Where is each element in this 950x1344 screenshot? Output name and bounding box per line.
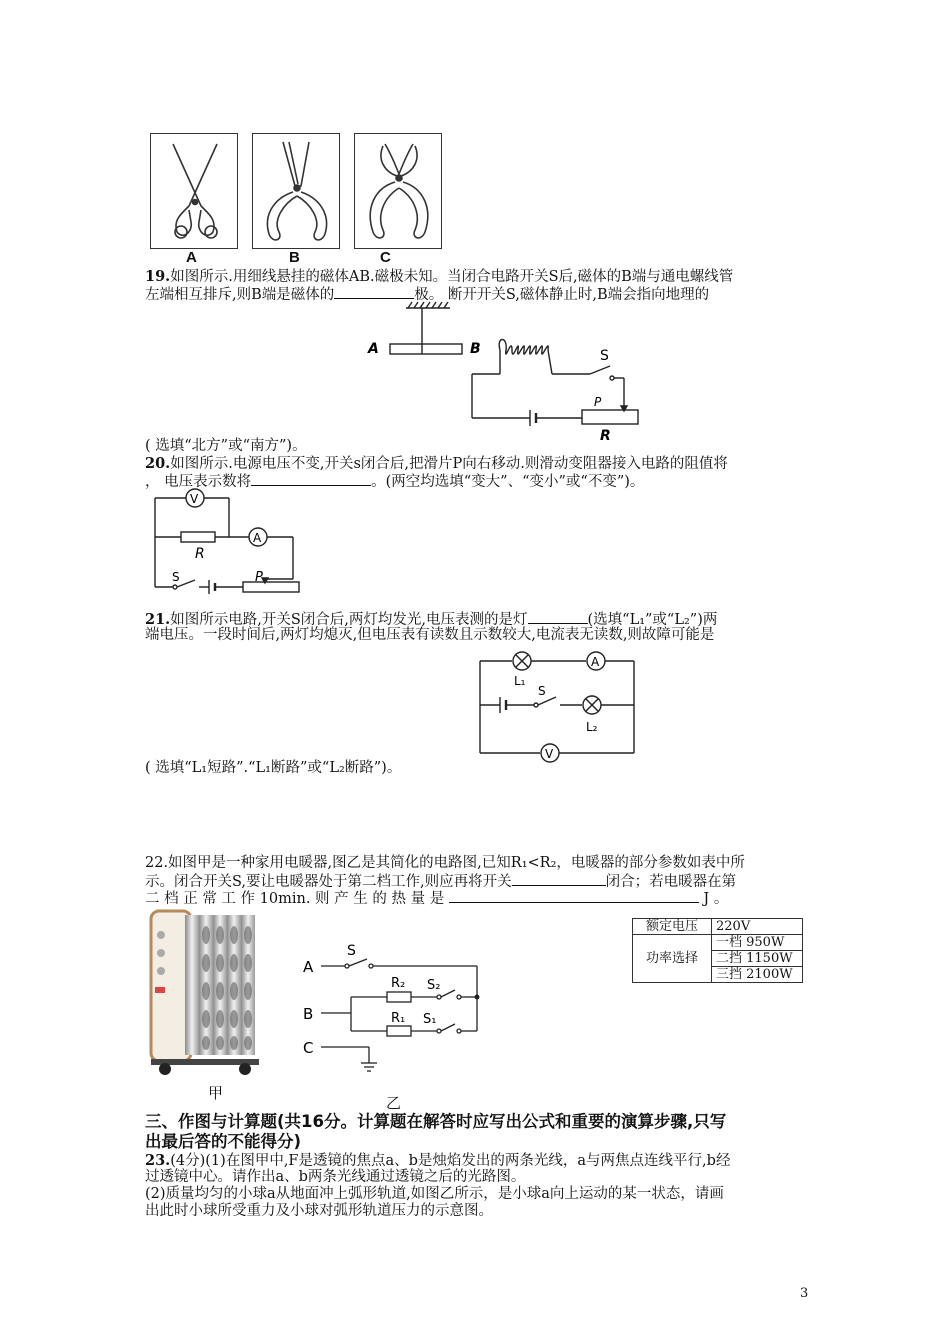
heater-knob-icon — [157, 949, 165, 957]
q21-figure — [470, 645, 645, 770]
q20-text-2b: 。(两空均选填“变大”、“变小”或“不变”)。 — [371, 474, 645, 490]
scissors-figure-b — [252, 133, 340, 249]
q20-switch-label: S — [172, 570, 180, 584]
table-row — [633, 919, 803, 935]
q21-line3: ( 选填“L₁短路”.“L₁断路”或“L₂断路”)。 — [145, 760, 402, 776]
q21-line2: 端电压。一段时间后,两灯均熄灭,但电压表有读数且示数较大,电流表无读数,则故障可能是 — [145, 627, 715, 643]
q20-text-2a: ， 电压表示数将 — [145, 474, 252, 490]
q21-lamp2-label: L₂ — [586, 720, 598, 734]
q19-answer-blank[interactable] — [334, 285, 414, 299]
q22-s1-label: S₁ — [423, 1012, 437, 1027]
q21-switch-label: S — [538, 684, 546, 698]
q22-answer-blank-1[interactable] — [512, 872, 606, 886]
q19-fig-label-a: A — [368, 341, 379, 357]
q22-text-3b: J 。 — [703, 891, 729, 907]
q22-terminal-a: A — [303, 958, 314, 976]
q22-terminal-b: B — [303, 1005, 314, 1023]
power-select-label: 功率选择 — [633, 935, 712, 983]
q20-ammeter-label: A — [253, 531, 262, 545]
q23-line1 — [145, 1152, 730, 1170]
q22-text-3a: 二 档 正 常 工 作 10min. 则 产 生 的 热 量 是 — [145, 891, 445, 907]
q21-ammeter-label: A — [591, 655, 600, 669]
q22-r2-label: R₂ — [391, 976, 406, 991]
q19-fig-label-p: P — [594, 395, 602, 409]
page-number: 3 — [800, 1286, 809, 1301]
q23-line3: (2)质量均匀的小球a从地面冲上弧形轨道,如图乙所示，是小球a向上运动的某一状态，请画 — [145, 1186, 724, 1202]
q19-fig-label-b: B — [470, 341, 481, 357]
scissors-figure-a — [150, 133, 238, 249]
q19-line1 — [145, 268, 733, 286]
power-options-cell — [712, 935, 803, 983]
scissors-label-a: A — [186, 249, 197, 266]
q21-voltmeter-label: V — [545, 747, 554, 761]
q20-number: 20. — [145, 455, 171, 472]
q21-text-1b: (选填“L₁”或“L₂”)两 — [587, 612, 718, 628]
q20-text-1: 如图所示.电源电压不变,开关s闭合后,把滑片P向右移动.则滑动变阻器接入电路的阻值将 — [170, 456, 728, 472]
q20-resistor-label: R — [195, 546, 205, 562]
scissors-figure-c — [354, 133, 442, 249]
q20-figure — [145, 485, 305, 595]
q23-line4: 出此时小球所受重力及小球对弧形轨道压力的示意图。 — [145, 1203, 493, 1219]
q21-number: 21. — [145, 611, 171, 628]
q21-text-1a: 如图所示电路,开关S闭合后,两灯均发光,电压表测的是灯 — [170, 612, 528, 628]
q19-fig-label-r: R — [600, 428, 611, 444]
q19-fig-label-s: S — [600, 348, 609, 364]
q23-text-1: (4分)(1)在图甲中,F是透镜的焦点a、b是烛焰发出的两条光线，a与两焦点连线平行,b经 — [170, 1153, 731, 1169]
caption-jia: 甲 — [208, 1084, 224, 1102]
q22-text-2a: 示。闭合开关S,要让电暖器处于第二档工作,则应再将开关 — [145, 874, 512, 890]
q21-lamp1-label: L₁ — [514, 674, 526, 688]
q19-text-2b: 极。 断开开关S,磁体静止时,B端会指向地理的 — [414, 287, 710, 303]
q20-slider-label: P — [255, 570, 263, 585]
q22-terminal-c: C — [303, 1039, 314, 1057]
heater-knob-icon — [157, 967, 165, 975]
q22-switch-s-label: S — [347, 943, 356, 959]
q19-figure — [360, 300, 640, 445]
q19-text-1: 如图所示.用细线悬挂的磁体AB.磁极未知。当闭合电路开关S后,磁体的B端与通电螺线管 — [170, 269, 734, 285]
scissors-c-drawing — [355, 134, 441, 248]
q22-param-table — [632, 918, 803, 983]
q22-circuit — [295, 935, 490, 1085]
power-option-2: 二挡 1150W — [712, 951, 802, 967]
power-option-1: 一档 950W — [712, 935, 802, 951]
q19-number: 19. — [145, 268, 171, 285]
rated-voltage-label: 额定电压 — [633, 919, 712, 935]
table-row — [633, 935, 803, 983]
caption-yi: 乙 — [386, 1094, 402, 1112]
section3-heading-line2: 出最后答的不能得分) — [145, 1132, 302, 1151]
q22-answer-blank-2[interactable] — [449, 889, 699, 903]
power-option-3: 三挡 2100W — [716, 967, 793, 982]
q22-line1: 22.如图甲是一种家用电暖器,图乙是其简化的电路图,已知R₁<R₂，电暖器的部分参数如表中所 — [145, 855, 745, 871]
q20-voltmeter-label: V — [190, 492, 199, 506]
q21-answer-blank[interactable] — [528, 610, 588, 624]
heater-knob-icon — [157, 931, 165, 939]
rated-voltage-value: 220V — [712, 919, 803, 935]
q22-text-2b: 闭合；若电暖器在第 — [605, 874, 737, 890]
q19-line3: ( 选填“北方”或“南方”)。 — [145, 438, 307, 454]
scissors-label-b: B — [289, 249, 300, 266]
q23-number: 23. — [145, 1152, 171, 1169]
q22-r1-label: R₁ — [391, 1011, 406, 1026]
q20-answer-blank[interactable] — [251, 472, 371, 486]
q22-s2-label: S₂ — [427, 978, 441, 993]
scissors-b-drawing — [253, 134, 339, 248]
scissors-label-c: C — [380, 249, 391, 266]
q20-line1 — [145, 455, 728, 473]
heater-image — [145, 905, 265, 1077]
section3-heading-line1: 三、作图与计算题(共16分。计算题在解答时应写出公式和重要的演算步骤,只写 — [145, 1112, 727, 1131]
q19-text-2a: 左端相互排斥,则B端是磁体的 — [145, 287, 335, 303]
q23-line2: 过透镜中心。请作出a、b两条光线通过透镜之后的光路图。 — [145, 1169, 526, 1185]
scissors-a-drawing — [151, 134, 237, 248]
